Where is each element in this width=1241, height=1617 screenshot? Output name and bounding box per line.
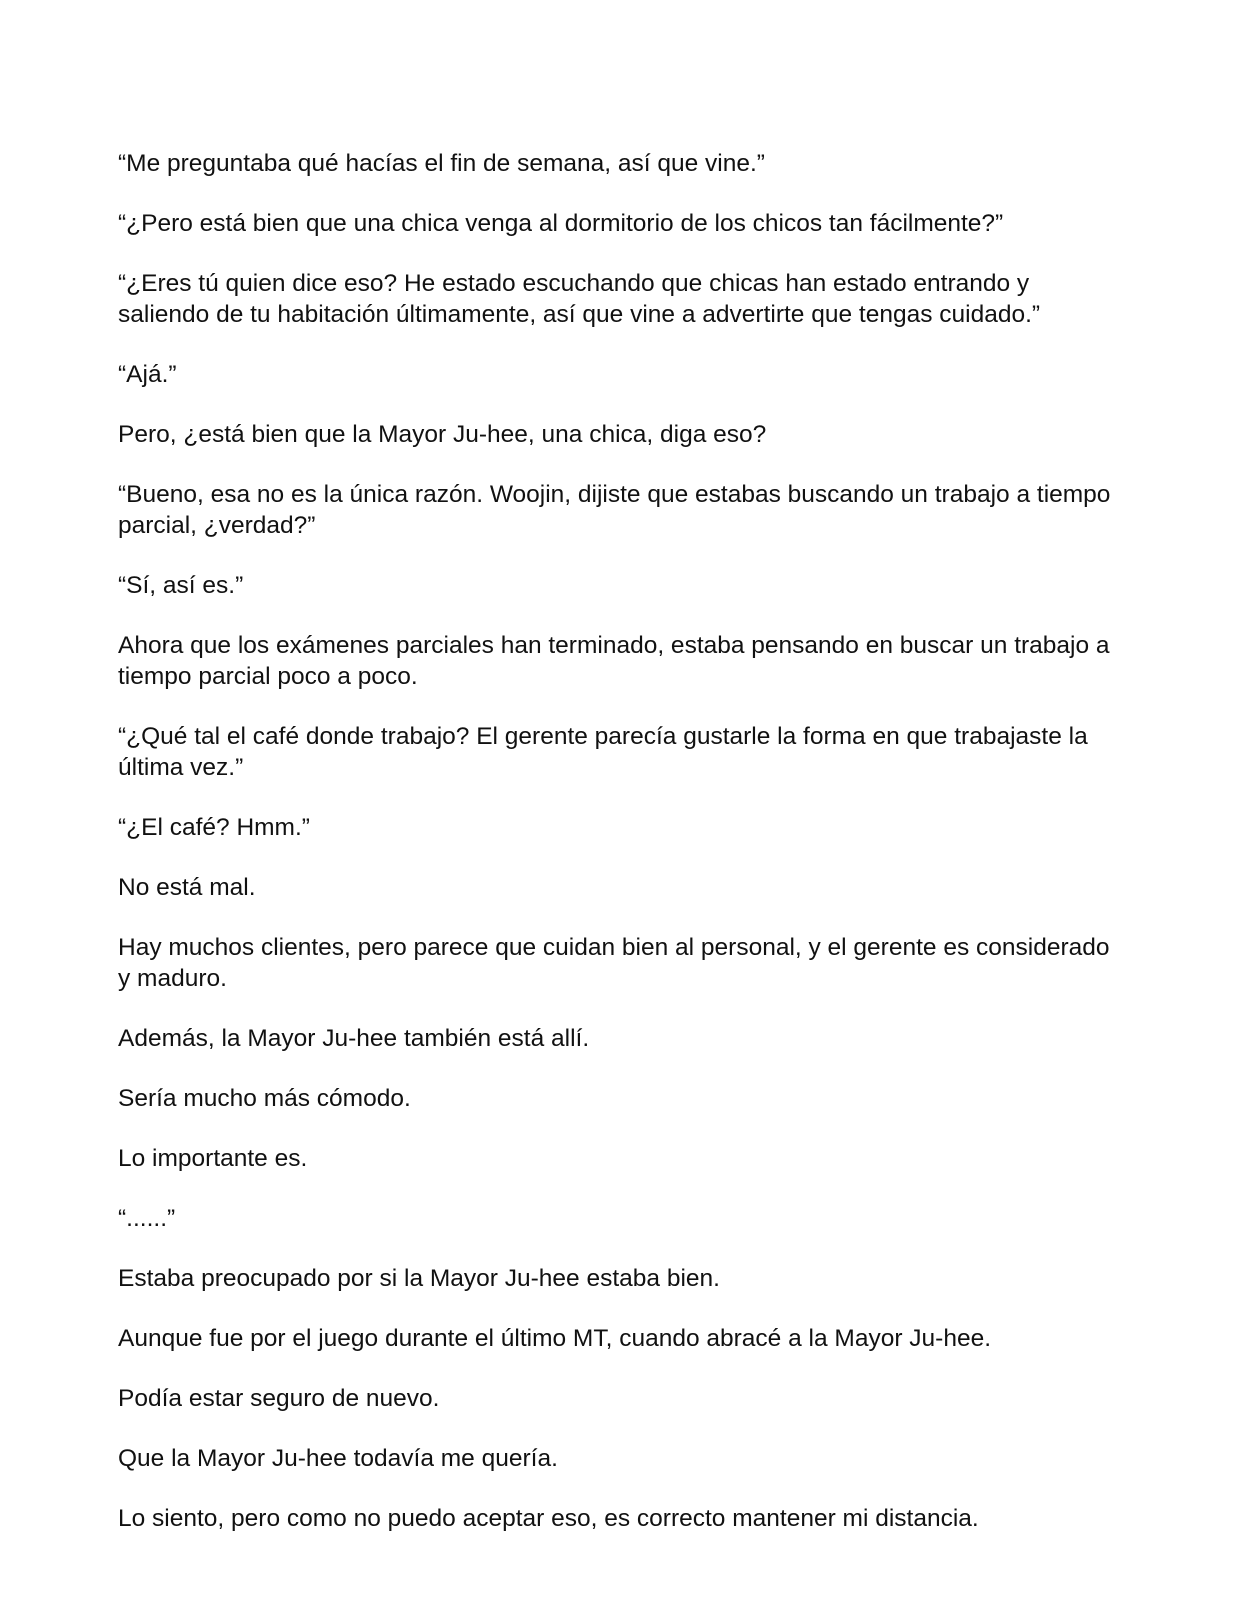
paragraph: Estaba preocupado por si la Mayor Ju-hee estaba bien. (118, 1265, 720, 1292)
body-text (118, 148, 1118, 1563)
paragraph: “¿Pero está bien que una chica venga al dormitorio de los chicos tan fácilmente?” (118, 210, 1004, 237)
paragraph: “¿El café? Hmm.” (118, 814, 310, 841)
paragraph: “Sí, así es.” (118, 572, 244, 599)
paragraph: Además, la Mayor Ju-hee también está allí. (118, 1025, 590, 1052)
paragraph: Lo siento, pero como no puedo aceptar eso, es correcto mantener mi distancia. (118, 1505, 979, 1532)
paragraph: Sería mucho más cómodo. (118, 1085, 411, 1112)
paragraph: Hay muchos clientes, pero parece que cuidan bien al personal, y el gerente es considerado y maduro. (118, 934, 1110, 992)
paragraph: Ahora que los exámenes parciales han terminado, estaba pensando en buscar un trabajo a tiempo parcial poco a poco. (118, 632, 1110, 690)
paragraph: “Ajá.” (118, 361, 177, 388)
paragraph: Que la Mayor Ju-hee todavía me quería. (118, 1445, 558, 1472)
paragraph: Lo importante es. (118, 1145, 308, 1172)
paragraph: Aunque fue por el juego durante el último MT, cuando abracé a la Mayor Ju-hee. (118, 1325, 992, 1352)
paragraph: “¿Eres tú quien dice eso? He estado escuchando que chicas han estado entrando y saliendo de tu habitación últimamente, así que vine a advertirte que tengas cuidado.” (118, 270, 1041, 328)
paragraph: “Bueno, esa no es la única razón. Woojin, dijiste que estabas buscando un trabajo a tiempo parcial, ¿verdad?” (118, 481, 1111, 539)
paragraph: “¿Qué tal el café donde trabajo? El gerente parecía gustarle la forma en que trabajaste la última vez.” (118, 723, 1088, 781)
paragraph: “Me preguntaba qué hacías el fin de semana, así que vine.” (118, 150, 765, 177)
paragraph: “......” (118, 1205, 176, 1232)
paragraph: Pero, ¿está bien que la Mayor Ju-hee, una chica, diga eso? (118, 421, 767, 448)
paragraph: No está mal. (118, 874, 256, 901)
paragraph: Podía estar seguro de nuevo. (118, 1385, 440, 1412)
